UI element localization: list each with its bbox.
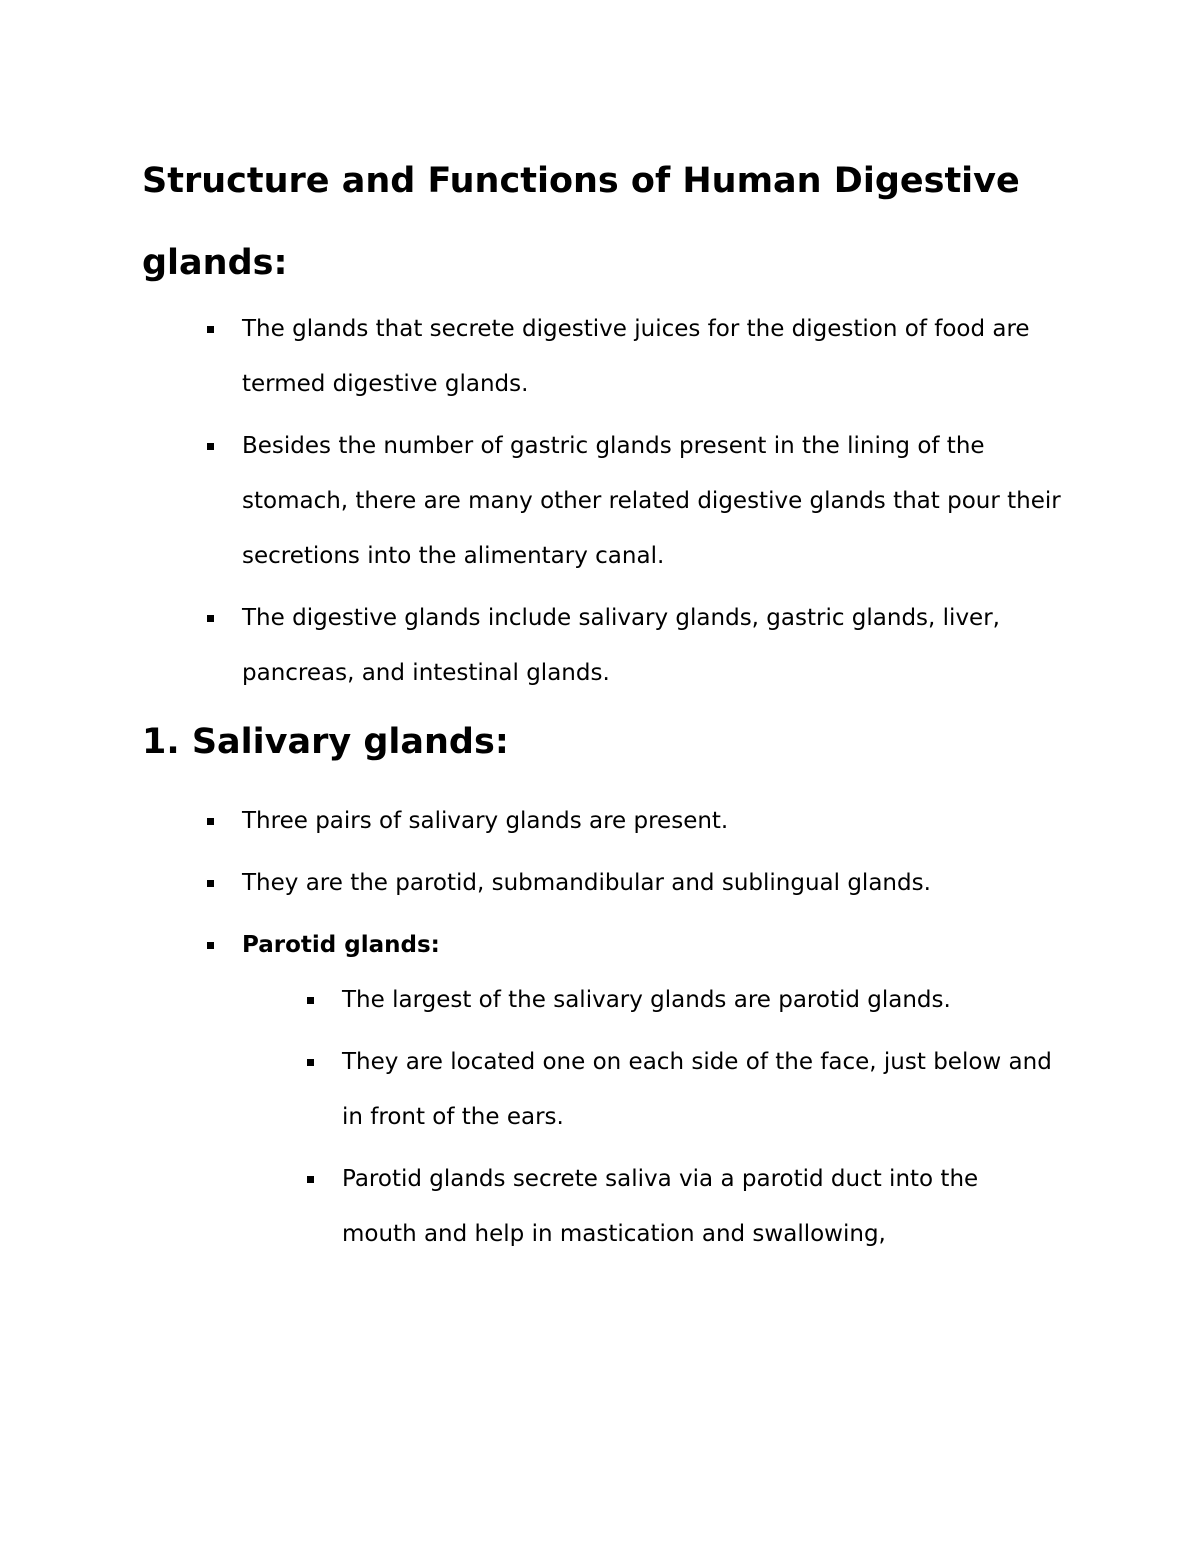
square-bullet-icon <box>307 1176 314 1183</box>
list-item <box>242 419 1072 584</box>
list-item <box>342 973 1052 1028</box>
intro-bullet-list <box>242 302 1072 708</box>
list-item <box>242 302 1072 412</box>
list-item-text: Parotid glands secrete saliva via a parotid duct into the mouth and help in mastication and swallowing, <box>342 1166 979 1247</box>
square-bullet-icon <box>207 326 214 333</box>
list-item-text: Three pairs of salivary glands are present. <box>242 808 729 834</box>
list-item-text: The largest of the salivary glands are parotid glands. <box>342 987 951 1013</box>
square-bullet-icon <box>207 443 214 450</box>
list-item-text: Besides the number of gastric glands present in the lining of the stomach, there are many other related digestive glands that pour their secretions into the alimentary canal. <box>242 433 1061 569</box>
list-item <box>242 591 1072 701</box>
list-item-text: The glands that secrete digestive juices for the digestion of food are termed digestive glands. <box>242 316 1030 397</box>
parotid-bullet-list <box>342 973 1052 1269</box>
list-item <box>342 1035 1052 1145</box>
square-bullet-icon <box>307 997 314 1004</box>
square-bullet-icon <box>207 615 214 622</box>
square-bullet-icon <box>307 1059 314 1066</box>
parotid-heading: Parotid glands: <box>242 932 440 958</box>
square-bullet-icon <box>207 942 214 949</box>
list-item-parotid-heading <box>242 918 1072 973</box>
list-item <box>242 856 1072 911</box>
list-item-text: They are located one on each side of the face, just below and in front of the ears. <box>342 1049 1052 1130</box>
section-heading-salivary: 1. Salivary glands: <box>142 722 509 762</box>
list-item <box>242 794 1072 849</box>
list-item-text: The digestive glands include salivary glands, gastric glands, liver, pancreas, and intestinal glands. <box>242 605 1000 686</box>
document-title: Structure and Functions of Human Digestive glands: <box>142 161 1020 283</box>
list-item-text: They are the parotid, submandibular and sublingual glands. <box>242 870 931 896</box>
square-bullet-icon <box>207 818 214 825</box>
salivary-bullet-list <box>242 794 1072 980</box>
list-item <box>342 1152 1052 1262</box>
square-bullet-icon <box>207 880 214 887</box>
